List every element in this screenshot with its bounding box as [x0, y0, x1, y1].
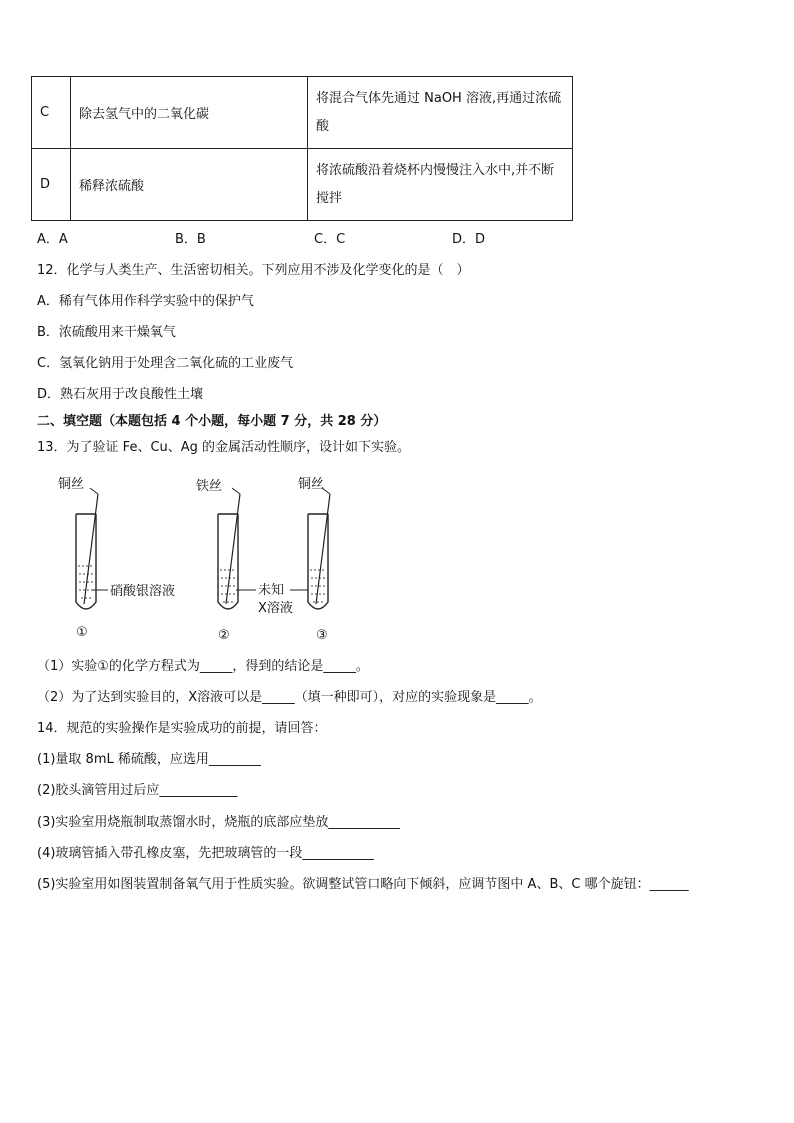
q12-option-c: C．氢氧化钠用于处理含二氧化硫的工业废气 — [37, 356, 294, 371]
options-table — [31, 76, 573, 221]
choice-a: A．A — [37, 232, 68, 247]
q14-item-4: (4)玻璃管插入带孔橡皮塞，先把玻璃管的一段___________ — [37, 846, 374, 861]
row-method: 将浓硫酸沿着烧杯内慢慢注入水中,并不断搅拌 — [308, 149, 573, 221]
choice-b: B．B — [175, 232, 206, 247]
q13-stem: 13．为了验证 Fe、Cu、Ag 的金属活动性顺序，设计如下实验。 — [37, 440, 411, 455]
q13-sub2: （2）为了达到实验目的，X溶液可以是_____（填一种即可），对应的实验现象是_____。 — [37, 690, 542, 705]
table-row — [32, 77, 573, 149]
solution-label-2-line1: 未知 — [258, 583, 285, 598]
tube-number-1: ① — [76, 625, 88, 640]
choice-d: D．D — [452, 232, 486, 247]
row-purpose: 稀释浓硫酸 — [71, 149, 308, 221]
choice-c: C．C — [314, 232, 346, 247]
row-letter: D — [32, 149, 71, 221]
q14-item-2: (2)胶头滴管用过后应____________ — [37, 783, 238, 798]
test-tubes-figure — [40, 470, 360, 650]
q12-option-b: B．浓硫酸用来干燥氧气 — [37, 325, 176, 340]
solution-label-1: 硝酸银溶液 — [110, 584, 176, 599]
row-letter: C — [32, 77, 71, 149]
q14-item-5: (5)实验室用如图装置制备氧气用于性质实验。欲调整试管口略向下倾斜，应调节图中 A、B、C 哪个旋钮：______ — [37, 877, 689, 892]
q14-item-1: (1)量取 8mL 稀硫酸，应选用________ — [37, 752, 261, 767]
wire-label-3: 铜丝 — [298, 477, 325, 492]
q14-item-3: (3)实验室用烧瓶制取蒸馏水时，烧瓶的底部应垫放___________ — [37, 815, 400, 830]
solution-label-2-line2: X溶液 — [258, 601, 293, 616]
test-tube-3 — [290, 488, 330, 609]
q12-stem: 12．化学与人类生产、生活密切相关。下列应用不涉及化学变化的是（ ） — [37, 263, 470, 278]
table-row — [32, 149, 573, 221]
test-tube-2 — [218, 488, 256, 609]
q12-option-d: D．熟石灰用于改良酸性土壤 — [37, 387, 204, 402]
section-title: 二、填空题（本题包括 4 个小题，每小题 7 分，共 28 分） — [37, 414, 387, 429]
q13-sub1: （1）实验①的化学方程式为_____，得到的结论是_____。 — [37, 659, 369, 674]
wire-label-1: 铜丝 — [58, 477, 85, 492]
test-tube-1 — [76, 488, 108, 609]
wire-label-2: 铁丝 — [196, 479, 223, 494]
row-purpose: 除去氢气中的二氧化碳 — [71, 77, 308, 149]
row-method: 将混合气体先通过 NaOH 溶液,再通过浓硫酸 — [308, 77, 573, 149]
q14-stem: 14．规范的实验操作是实验成功的前提，请回答： — [37, 721, 327, 736]
tube-number-2: ② — [218, 628, 230, 643]
q12-option-a: A．稀有气体用作科学实验中的保护气 — [37, 294, 254, 309]
tube-number-3: ③ — [316, 628, 328, 643]
